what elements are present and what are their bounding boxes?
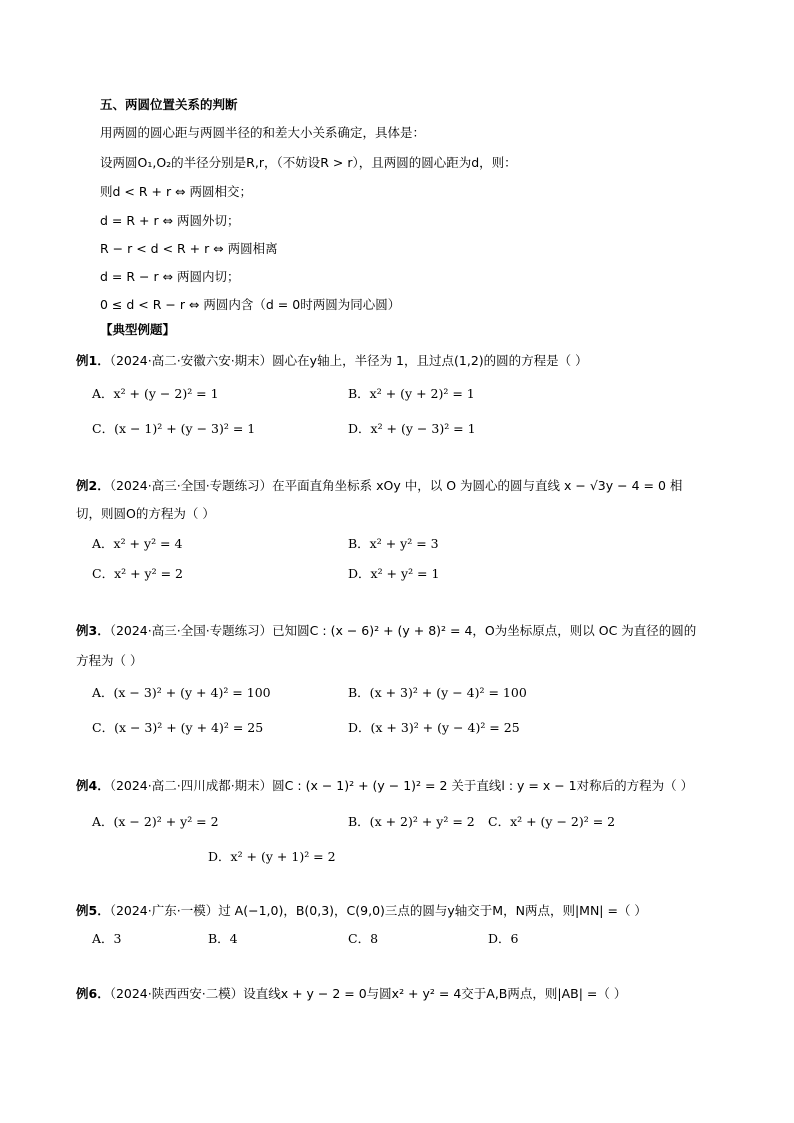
example-6-label: 例6． <box>76 986 110 1001</box>
example-1-option-a[interactable]: A．x² + (y − 2)² = 1 <box>92 386 219 401</box>
example-5-stem: （2024·广东·一模）过 A(−1,0)，B(0,3)，C(9,0)三点的圆与y轴交于M，N两点，则|MN| =（ ） <box>109 903 647 918</box>
rule-contained: 0 ≤ d < R − r ⇔ 两圆内含（d = 0时两圆为同心圆） <box>100 297 401 312</box>
example-1-option-b[interactable]: B．x² + (y + 2)² = 1 <box>348 386 475 401</box>
section-title: 五、两圆位置关系的判断 <box>100 97 238 112</box>
example-2-option-b[interactable]: B．x² + y² = 3 <box>348 536 439 551</box>
example-4-stem: （2024·高二·四川成都·期末）圆C : (x − 1)² + (y − 1)² = 2 关于直线l : y = x − 1对称后的方程为（ ） <box>109 778 694 793</box>
example-3-option-a[interactable]: A．(x − 3)² + (y + 4)² = 100 <box>92 685 271 700</box>
example-3-option-d[interactable]: D．(x + 3)² + (y − 4)² = 25 <box>348 720 520 735</box>
example-4-option-b[interactable]: B．(x + 2)² + y² = 2 <box>348 814 475 829</box>
example-2-stem: （2024·高三·全国·专题练习）在平面直角坐标系 xOy 中，以 O 为圆心的圆与直线 x − √3y − 4 = 0 相 <box>109 478 683 493</box>
example-5-option-c[interactable]: C．8 <box>348 931 379 946</box>
example-3-label: 例3． <box>76 623 110 638</box>
example-4-option-d[interactable]: D．x² + (y + 1)² = 2 <box>208 849 336 864</box>
example-3-stem-cont: 方程为（ ） <box>76 653 143 668</box>
example-5-option-a[interactable]: A．3 <box>92 931 122 946</box>
example-5-option-b[interactable]: B．4 <box>208 931 238 946</box>
example-1-option-d[interactable]: D．x² + (y − 3)² = 1 <box>348 421 476 436</box>
example-6-stem: （2024·陕西西安·二模）设直线x + y − 2 = 0与圆x² + y² = 4交于A,B两点，则|AB| =（ ） <box>109 986 627 1001</box>
example-1 <box>76 352 588 370</box>
example-3-option-c[interactable]: C．(x − 3)² + (y + 4)² = 25 <box>92 720 264 735</box>
example-2-option-c[interactable]: C．x² + y² = 2 <box>92 566 183 581</box>
examples-header: 【典型例题】 <box>100 322 176 337</box>
example-5-label: 例5． <box>76 903 110 918</box>
example-6 <box>76 985 626 1003</box>
rule-external-tangent: d = R + r ⇔ 两圆外切； <box>100 213 240 228</box>
rule-internal-tangent: d = R − r ⇔ 两圆内切； <box>100 269 240 284</box>
example-4-option-a[interactable]: A．(x − 2)² + y² = 2 <box>92 814 219 829</box>
rule-intersect: 则d < R + r ⇔ 两圆相交； <box>100 184 253 199</box>
example-1-stem: （2024·高二·安徽六安·期末）圆心在y轴上，半径为 1，且过点(1,2)的圆的方程是（ ） <box>109 353 588 368</box>
example-5 <box>76 902 647 920</box>
example-4 <box>76 777 693 795</box>
example-1-option-c[interactable]: C．(x − 1)² + (y − 3)² = 1 <box>92 421 256 436</box>
example-2-stem-cont: 切，则圆O的方程为（ ） <box>76 506 215 521</box>
rule-separate: R − r < d < R + r ⇔ 两圆相离 <box>100 241 278 256</box>
example-3-option-b[interactable]: B．(x + 3)² + (y − 4)² = 100 <box>348 685 527 700</box>
section-intro: 用两圆的圆心距与两圆半径的和差大小关系确定，具体是： <box>100 125 426 140</box>
example-4-label: 例4． <box>76 778 110 793</box>
example-2-label: 例2． <box>76 478 110 493</box>
example-5-option-d[interactable]: D．6 <box>488 931 519 946</box>
example-1-label: 例1． <box>76 353 110 368</box>
section-setup: 设两圆O₁,O₂的半径分别是R,r，（不妨设R > r），且两圆的圆心距为d，则： <box>100 155 517 170</box>
example-3-stem: （2024·高三·全国·专题练习）已知圆C : (x − 6)² + (y + 8)² = 4，O为坐标原点，则以 OC 为直径的圆的 <box>109 623 697 638</box>
example-3 <box>76 622 696 640</box>
example-2-option-d[interactable]: D．x² + y² = 1 <box>348 566 440 581</box>
example-4-option-c[interactable]: C．x² + (y − 2)² = 2 <box>488 814 616 829</box>
example-2 <box>76 477 682 495</box>
example-2-option-a[interactable]: A．x² + y² = 4 <box>92 536 183 551</box>
